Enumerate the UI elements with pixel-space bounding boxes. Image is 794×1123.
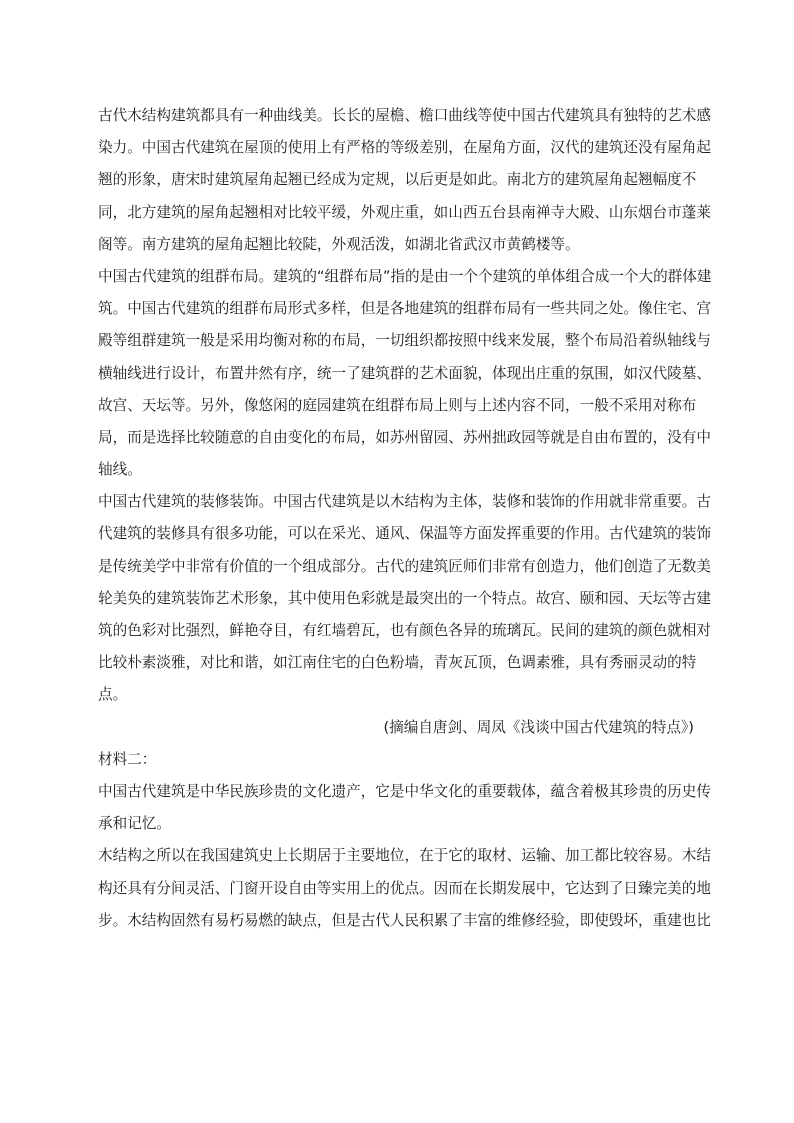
text-line: 筑。中国古代建筑的组群布局形式多样，但是各地建筑的组群布局有一些共同之处。像住宅、宫	[98, 300, 711, 318]
source-citation: (摘编自唐剑、周凤《浅谈中国古代建筑的特点》)	[383, 718, 694, 736]
text-line: 故宫、天坛等。另外，像悠闲的庭园建筑在组群布局上则与上述内容不同，一般不采用对称布	[98, 396, 697, 414]
text-line: 点。	[98, 686, 128, 704]
text-line: 中国古代建筑是中华民族珍贵的文化遗产，它是中华文化的重要载体，蕴含着极其珍贵的历史传	[98, 782, 711, 800]
text-line: 中国古代建筑的装修装饰。中国古代建筑是以木结构为主体，装修和装饰的作用就非常重要。古	[98, 493, 711, 511]
text-line: 承和记忆。	[98, 815, 171, 833]
text-line: 染力。中国古代建筑在屋顶的使用上有严格的等级差别，在屋角方面，汉代的建筑还没有屋角起	[98, 139, 711, 157]
section-heading: 材料二：	[98, 750, 157, 768]
text-line: 横轴线进行设计，布置井然有序，统一了建筑群的艺术面貌，体现出庄重的氛围，如汉代陵墓、	[98, 364, 711, 382]
text-line: 同，北方建筑的屋角起翘相对比较平缓，外观庄重，如山西五台县南禅寺大殿、山东烟台市蓬莱	[98, 203, 711, 221]
text-line: 殿等组群建筑一般是采用均衡对称的布局，一切组织都按照中线来发展，整个布局沿着纵轴线与	[98, 332, 711, 350]
text-line: 轴线。	[98, 461, 142, 479]
text-line: 轮美奂的建筑装饰艺术形象，其中使用色彩就是最突出的一个特点。故宫、颐和园、天坛等古建	[98, 589, 711, 607]
text-line: 翘的形象，唐宋时建筑屋角起翘已经成为定规，以后更是如此。南北方的建筑屋角起翘幅度不	[98, 171, 697, 189]
text-line: 局，而是选择比较随意的自由变化的布局，如苏州留园、苏州拙政园等就是自由布置的，没有中	[98, 428, 711, 446]
text-line: 代建筑的装修具有很多功能，可以在采光、通风、保温等方面发挥重要的作用。古代建筑的装饰	[98, 525, 711, 543]
text-line: 是传统美学中非常有价值的一个组成部分。古代的建筑匠师们非常有创造力，他们创造了无数美	[98, 557, 711, 575]
text-line: 步。木结构固然有易朽易燃的缺点，但是古代人民积累了丰富的维修经验，即使毁坏，重建也比	[98, 911, 711, 929]
document-body	[98, 101, 712, 938]
text-line: 阁等。南方建筑的屋角起翘比较陡，外观活泼，如湖北省武汉市黄鹤楼等。	[98, 235, 580, 253]
text-line: 构还具有分间灵活、门窗开设自由等实用上的优点。因而在长期发展中，它达到了日臻完美的地	[98, 879, 711, 897]
text-line: 木结构之所以在我国建筑史上长期居于主要地位，在于它的取材、运输、加工都比较容易。木结	[98, 847, 711, 865]
text-line: 筑的色彩对比强烈，鲜艳夺目，有红墙碧瓦，也有颜色各异的琉璃瓦。民间的建筑的颜色就相对	[98, 622, 711, 639]
text-line: 古代木结构建筑都具有一种曲线美。长长的屋檐、檐口曲线等使中国古代建筑具有独特的艺术感	[98, 107, 711, 124]
text-line: 中国古代建筑的组群布局。建筑的“组群布局”指的是由一个个建筑的单体组合成一个大的群体建	[98, 267, 712, 285]
text-line: 比较朴素淡雅，对比和谐，如江南住宅的白色粉墙，青灰瓦顶，色调素雅，具有秀丽灵动的特	[98, 654, 697, 672]
